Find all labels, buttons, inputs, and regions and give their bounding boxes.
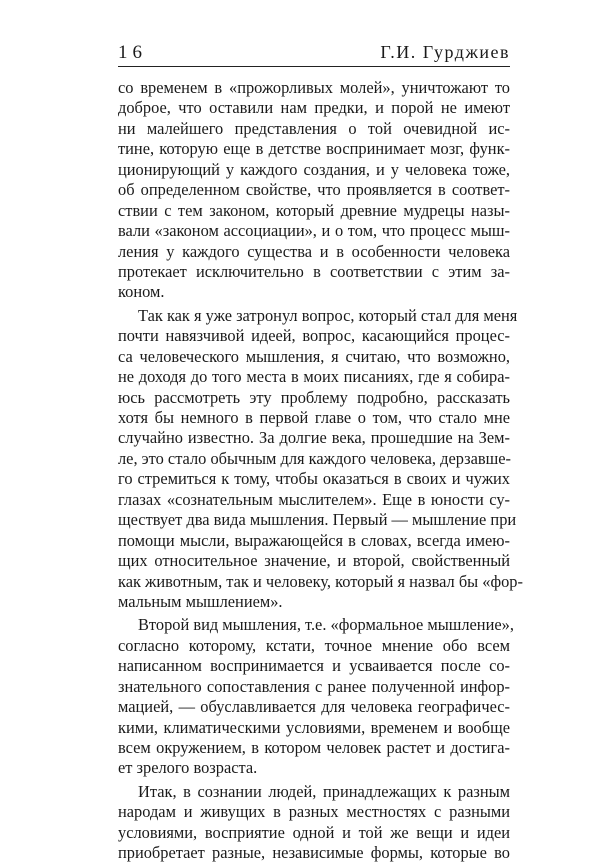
text-line: доброе, что оставили нам предки, и порой не имеют xyxy=(118,98,510,118)
text-line: народам и живущих в разных местностях с разными xyxy=(118,802,510,822)
paragraph xyxy=(118,305,523,613)
text-line: ствии с тем законом, который древние мудрецы назы- xyxy=(118,200,510,220)
text-line: знательного сопоставления с ранее полученной инфор- xyxy=(118,676,510,696)
text-line: написанном воспринимается и усваивается после со- xyxy=(118,656,510,676)
text-line: Второй вид мышления, т.е. «формальное мышление», xyxy=(138,615,514,635)
text-line: щих относительное значение, и второй, свойственный xyxy=(118,551,510,571)
text-line: юсь рассмотреть эту проблему подробно, рассказать xyxy=(118,387,510,407)
text-line: ществует два вида мышления. Первый — мышление при xyxy=(118,510,517,530)
text-line: Так как я уже затронул вопрос, который стал для меня xyxy=(138,305,518,325)
text-line: всем окружением, в котором человек растет и достига- xyxy=(118,738,510,757)
text-line: ционирующий у каждого создания, и у человека тоже, xyxy=(118,159,510,179)
text-line: почти навязчивой идеей, вопрос, касающийся процес- xyxy=(118,326,510,346)
text-line: условиями, восприятие одной и той же вещи и идеи xyxy=(118,822,510,842)
text-line: ления у каждого существа и в особенности человека xyxy=(118,241,510,261)
paragraph xyxy=(118,782,510,864)
text-line: как животным, так и человеку, который я назвал бы «фор- xyxy=(118,571,523,591)
text-line: мальным мышлением». xyxy=(118,591,283,611)
text-line: приобретает разные, независимые формы, которые во xyxy=(118,843,510,863)
text-line: согласно которому, кстати, точное мнение обо всем xyxy=(118,635,510,655)
text-line: тине, которую еще в детстве воспринимает мозг, функ- xyxy=(118,139,510,159)
body-text xyxy=(118,78,523,867)
text-line: ни малейшего представления о той очевидной ис- xyxy=(118,118,510,138)
text-line: ле, это стало обычным для каждого человека, дерзавше- xyxy=(118,448,511,468)
text-line: са человеческого мышления, я считаю, что возможно, xyxy=(118,346,510,366)
text-line: коном. xyxy=(118,282,165,302)
running-head: Г.И. Гурджиев xyxy=(380,42,510,62)
text-line: ет зрелого возраста. xyxy=(118,758,258,778)
paragraph xyxy=(118,78,510,303)
text-line: со временем в «прожорливых молей», уничтожают то xyxy=(118,78,510,97)
text-line: го стремиться к тому, чтобы оказаться в своих и чужих xyxy=(118,469,510,489)
text-line: протекает исключительно в соответствии с этим за- xyxy=(118,261,510,281)
text-line: глазах «сознательным мыслителем». Еще в юности су- xyxy=(118,489,510,509)
text-line: помощи мысли, выражающейся в словах, всегда имею- xyxy=(118,530,510,550)
text-line: об определенном свойстве, что проявляется в соответ- xyxy=(118,180,510,200)
text-line: хотя бы немного в первой главе о том, что стало мне xyxy=(118,408,510,427)
paragraph xyxy=(118,615,514,779)
text-line: не доходя до того места в моих писаниях, где я собира- xyxy=(118,367,510,387)
text-line: мацией, — обуславливается для человека географичес- xyxy=(118,697,510,717)
page-number: 16 xyxy=(118,42,147,63)
text-line: Итак, в сознании людей, принадлежащих к разным xyxy=(138,781,510,801)
text-line: вали «законом ассоциации», и о том, что процесс мыш- xyxy=(118,221,510,241)
text-line: случайно известно. За долгие века, прошедшие на Зем- xyxy=(118,428,510,448)
text-line: кими, климатическими условиями, временем и вообще xyxy=(118,717,510,737)
page-header xyxy=(118,40,510,67)
